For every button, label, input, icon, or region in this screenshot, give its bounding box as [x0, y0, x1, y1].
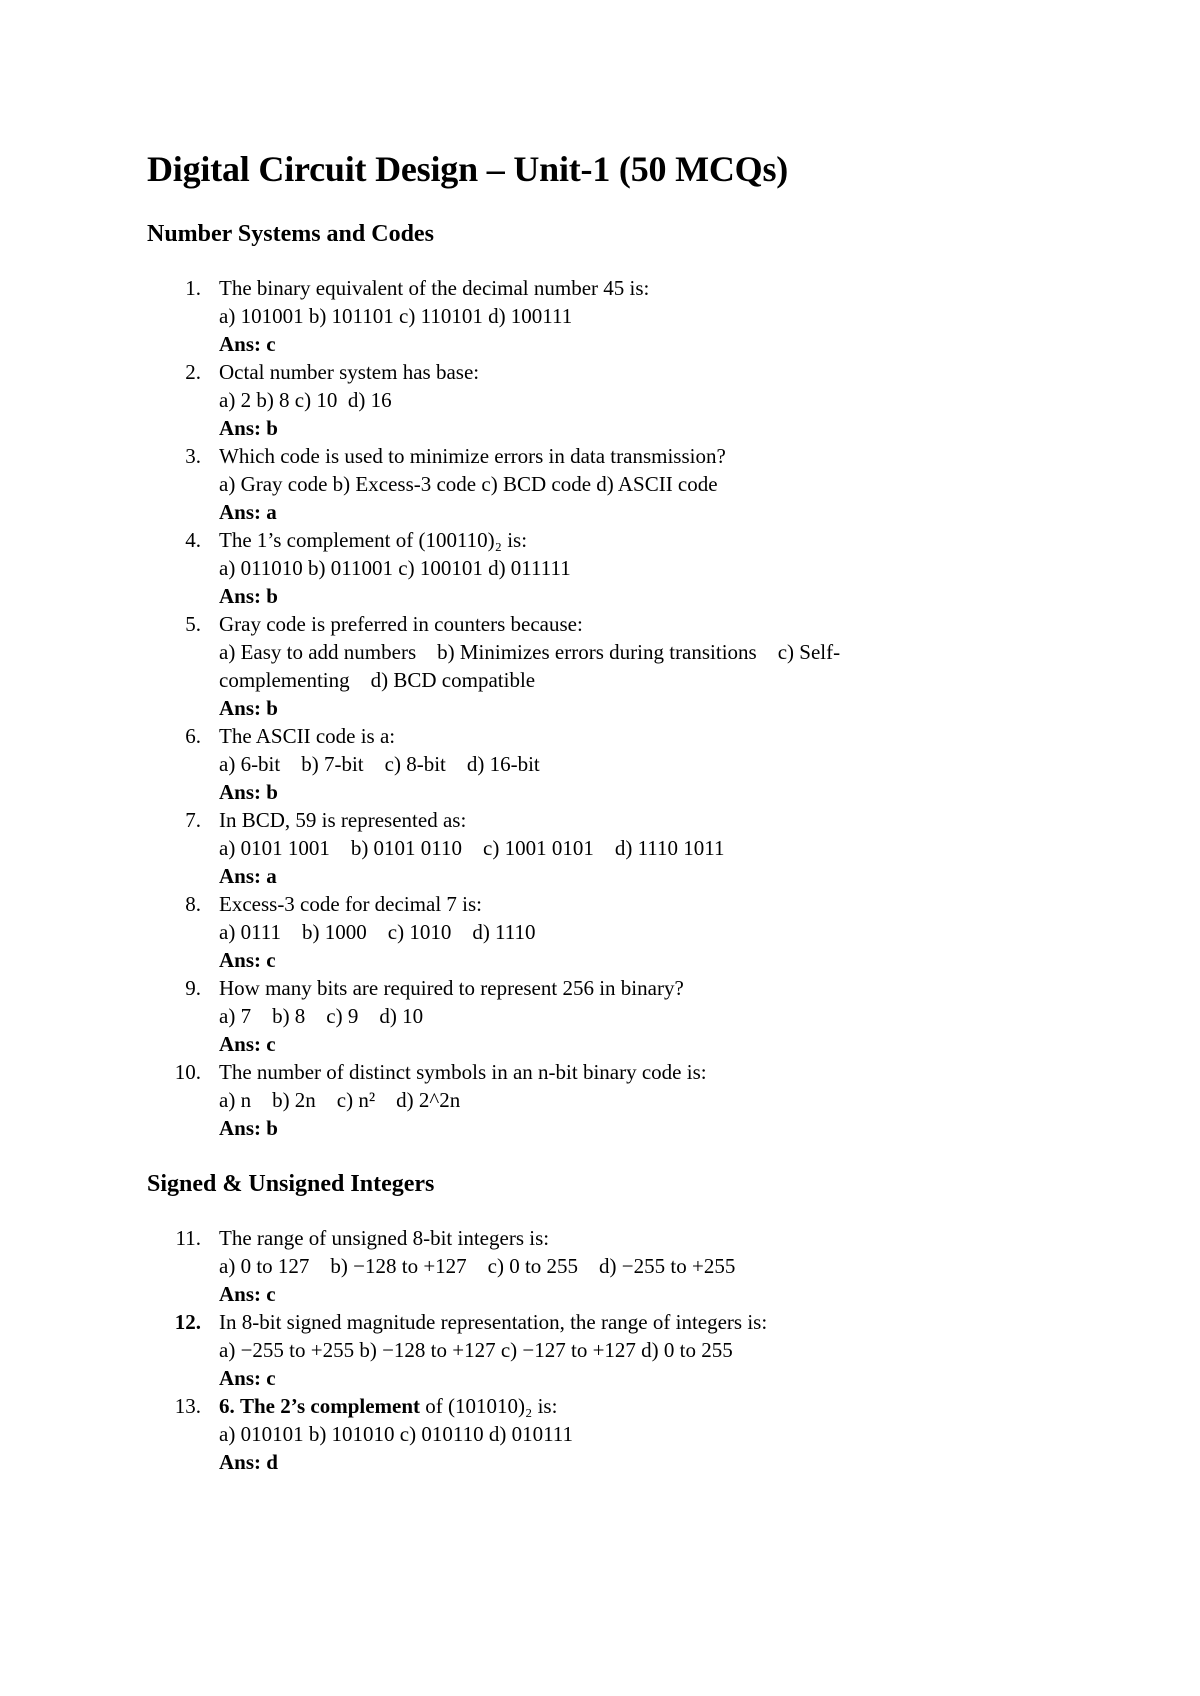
question-answer: Ans: b	[219, 584, 278, 608]
question-options-continued: complementing d) BCD compatible	[219, 668, 536, 692]
question-answer: Ans: a	[219, 864, 277, 888]
page-title: Digital Circuit Design – Unit-1 (50 MCQs)	[147, 149, 789, 189]
question-number: 7.	[185, 808, 201, 832]
question-text: How many bits are required to represent 256 in binary?	[219, 976, 684, 1000]
question-answer: Ans: c	[219, 1032, 276, 1056]
section-heading: Signed & Unsigned Integers	[147, 1171, 435, 1197]
question-text: The range of unsigned 8-bit integers is:	[219, 1226, 550, 1250]
section-heading: Number Systems and Codes	[147, 221, 434, 247]
question-item	[147, 722, 1107, 806]
question-item	[147, 806, 1107, 890]
question-list	[147, 1224, 1107, 1476]
question-text: Octal number system has base:	[219, 360, 480, 384]
question-number: 9.	[185, 976, 201, 1000]
question-options: a) 101001 b) 101101 c) 110101 d) 100111	[219, 304, 573, 328]
document-body	[147, 148, 1107, 1476]
question-text-line	[219, 1392, 1107, 1420]
question-answer: Ans: c	[219, 332, 276, 356]
question-answer: Ans: b	[219, 1116, 278, 1140]
question-options: a) 6-bit b) 7-bit c) 8-bit d) 16-bit	[219, 752, 540, 776]
question-options: a) 0 to 127 b) −128 to +127 c) 0 to 255 d) −255 to +255	[219, 1254, 736, 1278]
question-number: 13.	[174, 1394, 201, 1418]
question-answer: Ans: c	[219, 1366, 276, 1390]
question-number: 12.	[174, 1310, 201, 1334]
question-options: a) 2 b) 8 c) 10 d) 16	[219, 388, 392, 412]
question-answer: Ans: b	[219, 696, 278, 720]
question-options: a) 7 b) 8 c) 9 d) 10	[219, 1004, 424, 1028]
question-number: 11.	[175, 1226, 201, 1250]
question-inline-prefix: 6.	[219, 1394, 235, 1418]
question-options: a) Easy to add numbers b) Minimizes errors during transitions c) Self-	[219, 640, 841, 664]
question-list	[147, 274, 1107, 1142]
question-text: The number of distinct symbols in an n-bit binary code is:	[219, 1060, 707, 1084]
question-bold-text: The 2’s complement	[240, 1394, 421, 1418]
question-item	[147, 442, 1107, 526]
question-options: a) 010101 b) 101010 c) 010110 d) 010111	[219, 1422, 574, 1446]
question-number: 3.	[185, 444, 201, 468]
question-number: 10.	[174, 1060, 201, 1084]
question-text: The binary equivalent of the decimal number 45 is:	[219, 276, 650, 300]
question-answer: Ans: d	[219, 1450, 278, 1474]
question-item	[147, 890, 1107, 974]
question-number: 5.	[185, 612, 201, 636]
question-options: a) 0111 b) 1000 c) 1010 d) 1110	[219, 920, 536, 944]
question-text: The 1’s complement of (100110)₂ is:	[219, 528, 528, 552]
question-item	[147, 610, 1107, 722]
question-options: a) n b) 2n c) n² d) 2^2n	[219, 1088, 461, 1112]
question-item	[147, 1392, 1107, 1476]
question-item	[147, 274, 1107, 358]
question-item	[147, 358, 1107, 442]
question-number: 6.	[185, 724, 201, 748]
question-text: In 8-bit signed magnitude representation, the range of integers is:	[219, 1310, 768, 1334]
question-text: The ASCII code is a:	[219, 724, 396, 748]
question-number: 2.	[185, 360, 201, 384]
question-options: a) 011010 b) 011001 c) 100101 d) 011111	[219, 556, 571, 580]
question-options: a) 0101 1001 b) 0101 0110 c) 1001 0101 d) 1110 1011	[219, 836, 725, 860]
question-item	[147, 526, 1107, 610]
question-options: a) Gray code b) Excess-3 code c) BCD code d) ASCII code	[219, 472, 718, 496]
question-number: 1.	[185, 276, 201, 300]
question-text: of (101010)₂ is:	[425, 1394, 558, 1418]
question-number: 8.	[185, 892, 201, 916]
question-answer: Ans: a	[219, 500, 277, 524]
question-text: Excess-3 code for decimal 7 is:	[219, 892, 482, 916]
question-item	[147, 974, 1107, 1058]
question-item	[147, 1058, 1107, 1142]
question-text: Which code is used to minimize errors in data transmission?	[219, 444, 726, 468]
question-answer: Ans: c	[219, 1282, 276, 1306]
question-text: In BCD, 59 is represented as:	[219, 808, 467, 832]
question-options: a) −255 to +255 b) −128 to +127 c) −127 to +127 d) 0 to 255	[219, 1338, 733, 1362]
question-answer: Ans: b	[219, 780, 278, 804]
question-answer: Ans: c	[219, 948, 276, 972]
question-answer: Ans: b	[219, 416, 278, 440]
question-number: 4.	[185, 528, 201, 552]
question-item	[147, 1308, 1107, 1392]
question-item	[147, 1224, 1107, 1308]
question-text: Gray code is preferred in counters because:	[219, 612, 583, 636]
